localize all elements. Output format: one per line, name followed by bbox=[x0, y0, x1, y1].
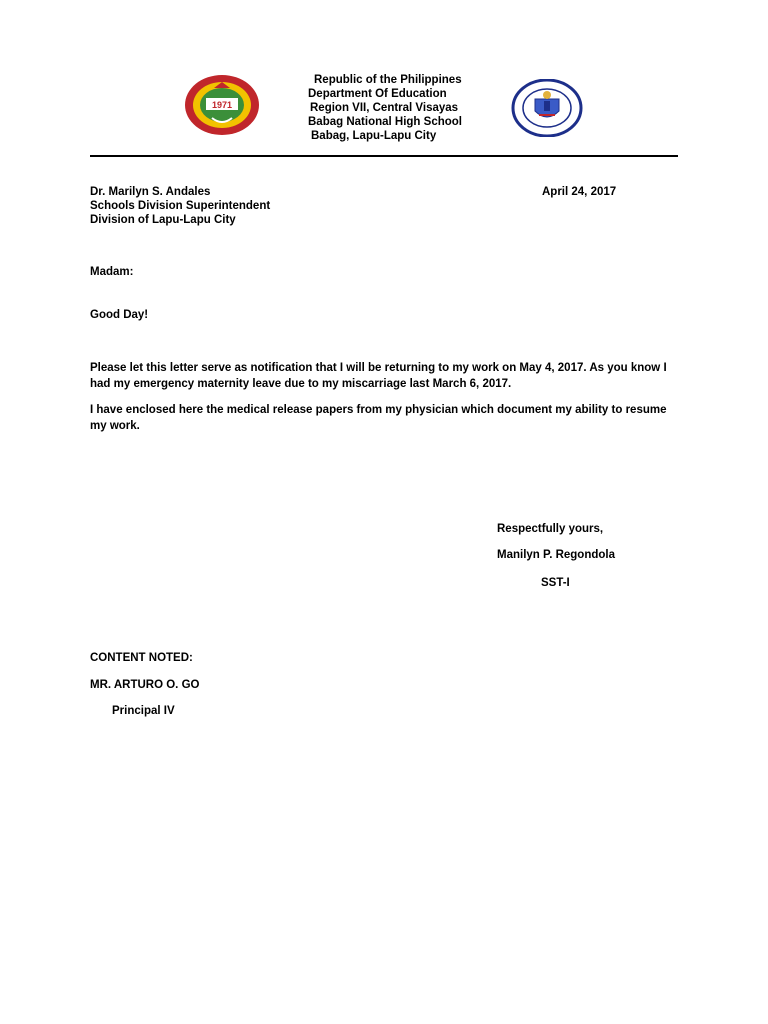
school-seal-logo bbox=[184, 74, 260, 136]
signatory-position: SST-I bbox=[541, 577, 570, 589]
deped-seal-logo bbox=[506, 79, 588, 137]
deped-seal-icon bbox=[506, 79, 588, 137]
signatory-name: Manilyn P. Regondola bbox=[497, 549, 615, 561]
recipient-division: Division of Lapu-Lapu City bbox=[90, 214, 236, 226]
noted-name: MR. ARTURO O. GO bbox=[90, 679, 200, 691]
letterhead bbox=[308, 73, 462, 143]
letter-date: April 24, 2017 bbox=[542, 186, 617, 198]
seal-year: 1971 bbox=[211, 100, 233, 110]
body-paragraph-2: I have enclosed here the medical release papers from my physician which document my ability to resume my work. bbox=[90, 404, 667, 432]
noted-label: CONTENT NOTED: bbox=[90, 652, 193, 664]
letterhead-line-school: Babag National High School bbox=[308, 116, 462, 128]
letterhead-line-republic: Republic of the Philippines bbox=[314, 74, 462, 86]
recipient-title: Schools Division Superintendent bbox=[90, 200, 271, 212]
school-seal-icon bbox=[184, 74, 260, 136]
greeting: Good Day! bbox=[90, 309, 149, 321]
header-divider bbox=[90, 155, 678, 157]
recipient-name: Dr. Marilyn S. Andales bbox=[90, 186, 211, 198]
letterhead-line-region: Region VII, Central Visayas bbox=[310, 102, 459, 114]
letterhead-line-address: Babag, Lapu-Lapu City bbox=[311, 130, 437, 142]
noted-position: Principal IV bbox=[112, 705, 175, 717]
salutation: Madam: bbox=[90, 266, 134, 278]
closing-phrase: Respectfully yours, bbox=[497, 523, 604, 535]
letterhead-line-department: Department Of Education bbox=[308, 88, 447, 100]
body-paragraph-1: Please let this letter serve as notification that I will be returning to my work on May 4, 2017. As you know I had my emergency maternity leave due to my miscarriage last March 6, 2017. bbox=[90, 362, 667, 390]
